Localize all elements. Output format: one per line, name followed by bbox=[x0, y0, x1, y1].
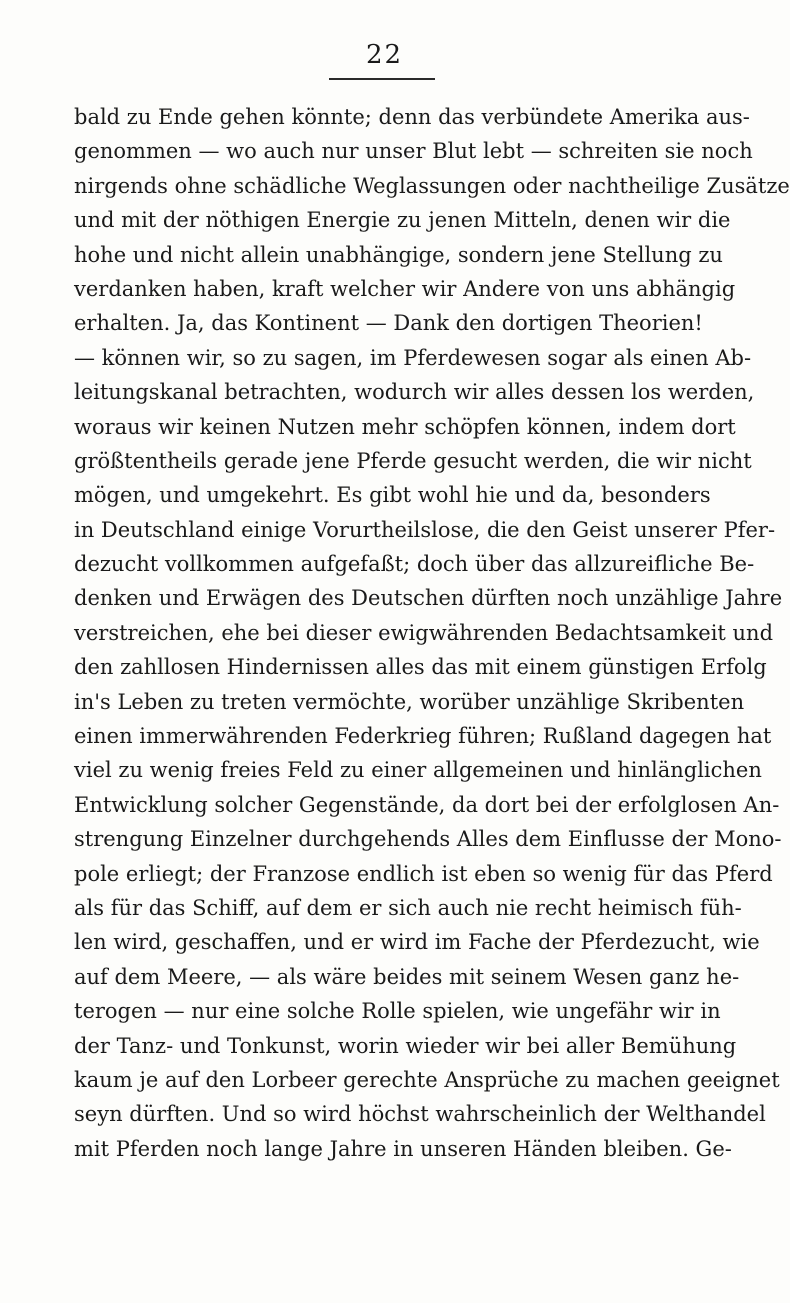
text-line: leitungskanal betrachten, wodurch wir alles dessen los werden, bbox=[74, 380, 755, 405]
text-line: einen immerwährenden Federkrieg führen; Rußland dagegen hat bbox=[74, 724, 772, 749]
text-line: als für das Schiff, auf dem er sich auch nie recht heimisch füh- bbox=[74, 895, 742, 920]
page-number: 22 bbox=[365, 40, 404, 70]
text-line: denken und Erwägen des Deutschen dürften noch unzählige Jahre bbox=[74, 586, 783, 611]
text-line: erhalten. Ja, das Kontinent — Dank den dortigen Theorien! bbox=[74, 311, 703, 336]
text-line: der Tanz- und Tonkunst, worin wieder wir bei aller Bemühung bbox=[74, 1033, 737, 1058]
text-line: Entwicklung solcher Gegenstände, da dort bei der erfolglosen An- bbox=[74, 792, 780, 817]
text-line: hohe und nicht allein unabhängige, sondern jene Stellung zu bbox=[74, 242, 723, 267]
text-line: in Deutschland einige Vorurtheilslose, die den Geist unserer Pfer- bbox=[74, 517, 776, 542]
text-line: woraus wir keinen Nutzen mehr schöpfen können, indem dort bbox=[74, 414, 736, 439]
text-line: strengung Einzelner durchgehends Alles dem Einflusse der Mono- bbox=[74, 827, 782, 852]
text-line: größtentheils gerade jene Pferde gesucht werden, die wir nicht bbox=[74, 448, 752, 473]
text-line: den zahllosen Hindernissen alles das mit einem günstigen Erfolg bbox=[74, 655, 767, 680]
text-line: nirgends ohne schädliche Weglassungen oder nachtheilige Zusätze bbox=[74, 173, 790, 198]
text-line: kaum je auf den Lorbeer gerechte Ansprüche zu machen geeignet bbox=[74, 1067, 780, 1092]
text-line: terogen — nur eine solche Rolle spielen, wie ungefähr wir in bbox=[74, 999, 721, 1024]
text-line: genommen — wo auch nur unser Blut lebt — schreiten sie noch bbox=[74, 139, 753, 164]
text-line: und mit der nöthigen Energie zu jenen Mitteln, denen wir die bbox=[74, 208, 731, 233]
body-text bbox=[74, 100, 790, 1166]
text-line: len wird, geschaffen, und er wird im Fache der Pferdezucht, wie bbox=[74, 930, 760, 955]
text-line: verdanken haben, kraft welcher wir Andere von uns abhängig bbox=[74, 276, 736, 301]
text-line: bald zu Ende gehen könnte; denn das verbündete Amerika aus- bbox=[74, 105, 750, 129]
header-rule bbox=[329, 78, 435, 80]
text-line: auf dem Meere, — als wäre beides mit seinem Wesen ganz he- bbox=[74, 964, 740, 989]
text-line: pole erliegt; der Franzose endlich ist eben so wenig für das Pferd bbox=[74, 861, 773, 886]
text-line: mögen, und umgekehrt. Es gibt wohl hie und da, besonders bbox=[74, 483, 711, 508]
text-line: mit Pferden noch lange Jahre in unseren Händen bleiben. Ge- bbox=[74, 1136, 732, 1161]
text-line: verstreichen, ehe bei dieser ewigwährenden Bedachtsamkeit und bbox=[74, 620, 774, 645]
text-line: dezucht vollkommen aufgefaßt; doch über das allzureifliche Be- bbox=[74, 552, 755, 577]
text-line: seyn dürften. Und so wird höchst wahrscheinlich der Welthandel bbox=[74, 1102, 766, 1127]
text-line: viel zu wenig freies Feld zu einer allgemeinen und hinlänglichen bbox=[74, 758, 762, 783]
text-line: — können wir, so zu sagen, im Pferdewesen sogar als einen Ab- bbox=[74, 345, 752, 370]
text-line: in's Leben zu treten vermöchte, worüber unzählige Skribenten bbox=[74, 689, 745, 714]
